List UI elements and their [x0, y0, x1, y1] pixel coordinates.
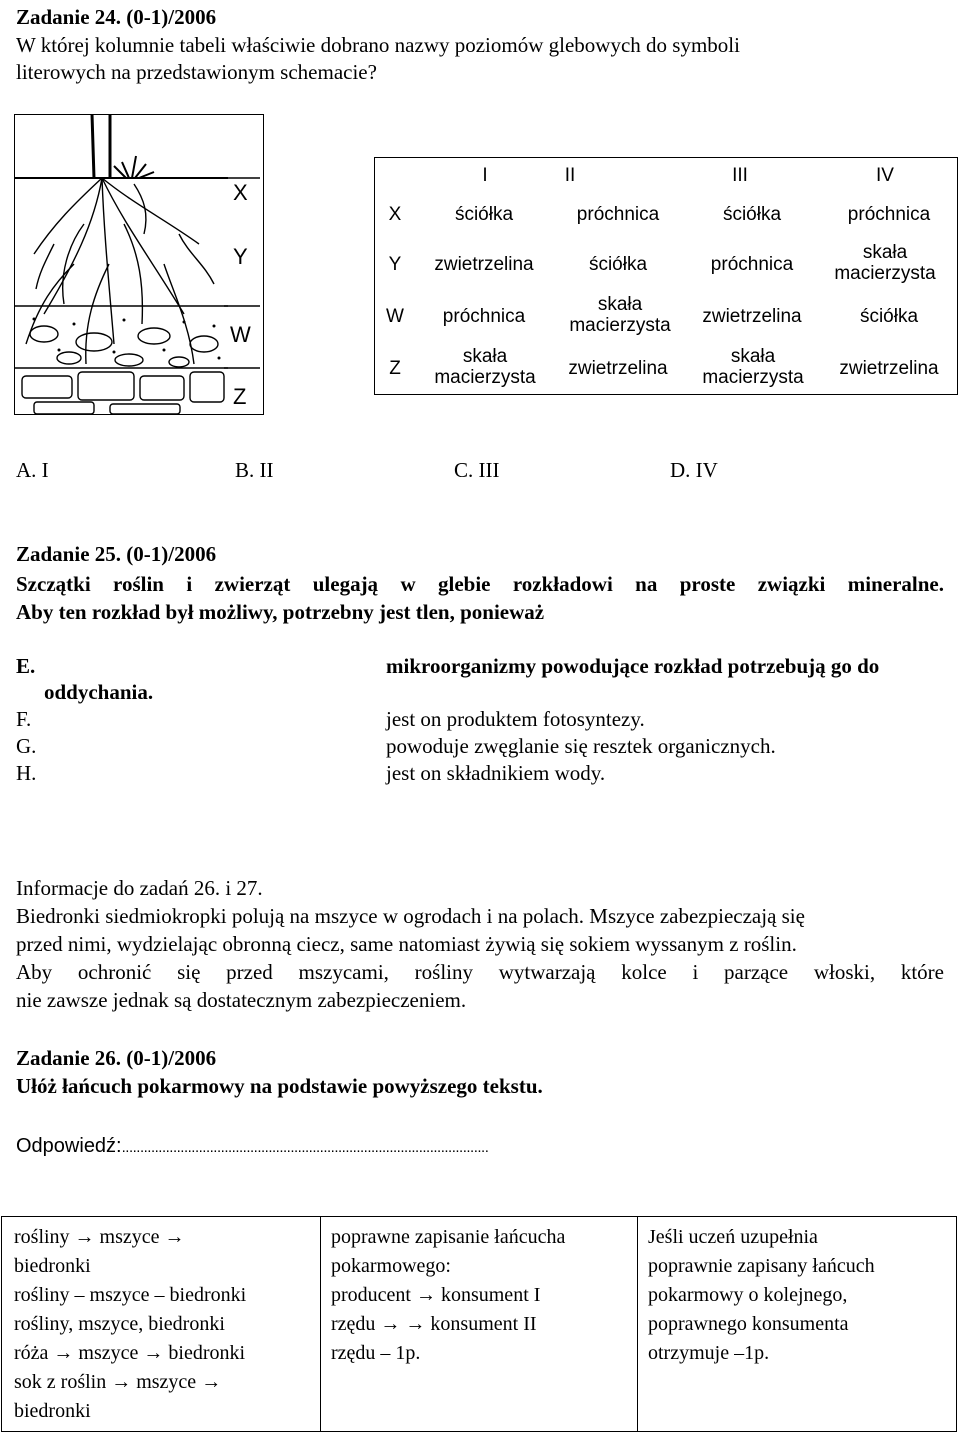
scoring-bonus-line: Jeśli uczeń uzupełnia — [648, 1226, 818, 1248]
option-e-continuation: oddychania. — [44, 680, 154, 704]
task24-title: Zadanie 24. (0-1)/2006 — [16, 5, 217, 29]
scoring-answer-line: rośliny → mszyce → — [14, 1226, 185, 1248]
info-line: nie zawsze jednak są dostatecznym zabezpieczeniem. — [16, 988, 467, 1012]
option-h-text: jest on składnikiem wody. — [386, 761, 606, 785]
answer-d: D. IV — [670, 458, 718, 482]
scoring-answer-line: sok z roślin → mszyce → — [14, 1371, 222, 1393]
table-row-symbol: W — [386, 306, 404, 327]
task25-question-line1: Szczątki roślin i zwierząt ulegają w glebie rozkładowi na proste związki mineralne. — [16, 572, 944, 596]
table-cell: zwietrzelina — [839, 358, 939, 379]
table-column-header: I — [482, 165, 488, 186]
scoring-bonus-line: poprawnie zapisany łańcuch — [648, 1255, 875, 1277]
table-cell: próchnica — [576, 204, 660, 225]
table-row-symbol: Y — [388, 254, 402, 275]
soil-horizons-table — [374, 157, 958, 395]
figure-label-x: X — [233, 180, 248, 205]
table-cell: próchnica — [442, 306, 526, 327]
info-line: Aby ochronić się przed mszycami, rośliny wytwarzają kolce i parzące włoski, które — [16, 960, 944, 984]
scoring-criteria-line: rzędu – 1p. — [331, 1342, 421, 1364]
scoring-criteria-line: pokarmowego: — [331, 1255, 451, 1277]
option-f-letter: F. — [16, 707, 32, 731]
option-h-letter: H. — [16, 761, 37, 785]
scoring-answer-line: biedronki — [14, 1255, 91, 1277]
table-cell: skała macierzysta — [569, 294, 671, 336]
task26-question: Ułóż łańcuch pokarmowy na podstawie powyższego tekstu. — [16, 1074, 543, 1098]
answer-c: C. III — [454, 458, 500, 482]
scoring-bonus-line: pokarmowy o kolejnego, — [648, 1284, 848, 1306]
answer-dots: .................................................................................................... — [121, 1139, 489, 1156]
figure-label-w: W — [230, 322, 251, 347]
table-cell: zwietrzelina — [568, 358, 668, 379]
table-column-header: IV — [876, 165, 894, 186]
task24-question-line1: W której kolumnie tabeli właściwie dobrano nazwy poziomów glebowych do symboli — [16, 33, 740, 57]
figure-label-y: Y — [233, 244, 248, 269]
table-cell: zwietrzelina — [702, 306, 802, 327]
info-title: Informacje do zadań 26. i 27. — [16, 876, 263, 900]
scoring-criteria-line: poprawne zapisanie łańcucha — [331, 1226, 566, 1248]
task24-question-line2: literowych na przedstawionym schemacie? — [16, 60, 377, 84]
table-cell: ściółka — [588, 254, 648, 275]
table-cell: ściółka — [722, 204, 782, 225]
option-g-text: powoduje zwęglanie się resztek organicznych. — [386, 734, 776, 758]
table-cell: próchnica — [847, 204, 931, 225]
scoring-bonus-line: otrzymuje –1p. — [648, 1342, 770, 1364]
option-f-text: jest on produktem fotosyntezy. — [386, 707, 645, 731]
table-cell: skała macierzysta — [834, 242, 936, 284]
scoring-answer-line: róża → mszyce → biedronki — [14, 1342, 246, 1364]
answer-label: Odpowiedź:.................................................................................................... — [16, 1135, 489, 1157]
task25-question-line2: Aby ten rozkład był możliwy, potrzebny jest tlen, ponieważ — [16, 600, 545, 624]
scoring-cell-bonus — [637, 1216, 957, 1432]
table-column-header: III — [732, 165, 748, 186]
table-cell: skała macierzysta — [702, 346, 804, 388]
scoring-criteria-line: rzędu → → konsument II — [331, 1313, 537, 1335]
option-e-letter: E. — [16, 654, 36, 678]
option-g-letter: G. — [16, 734, 37, 758]
scoring-answer-line: rośliny, mszyce, biedronki — [14, 1313, 225, 1335]
option-e-text: mikroorganizmy powodujące rozkład potrzebują go do — [386, 654, 880, 678]
table-cell: ściółka — [859, 306, 919, 327]
scoring-cell-answers — [1, 1216, 321, 1432]
task25-title: Zadanie 25. (0-1)/2006 — [16, 542, 217, 566]
table-row-symbol: X — [388, 204, 402, 225]
info-line: Biedronki siedmiokropki polują na mszyce w ogrodach i na polach. Mszyce zabezpieczają się — [16, 904, 805, 928]
table-cell: skała macierzysta — [434, 346, 536, 388]
table-row-symbol: Z — [389, 358, 401, 379]
soil-profile-figure — [14, 114, 264, 416]
scoring-answer-line: biedronki — [14, 1400, 91, 1422]
table-cell: zwietrzelina — [434, 254, 534, 275]
answer-a: A. I — [16, 458, 49, 482]
table-column-header: II — [564, 165, 576, 186]
info-line: przed nimi, wydzielając obronną ciecz, same natomiast żywią się sokiem wyssanym z roślin. — [16, 932, 797, 956]
scoring-criteria-line: producent → konsument I — [331, 1284, 541, 1306]
answer-b: B. II — [235, 458, 274, 482]
task26-title: Zadanie 26. (0-1)/2006 — [16, 1046, 217, 1070]
scoring-bonus-line: poprawnego konsumenta — [648, 1313, 849, 1335]
figure-label-z: Z — [233, 384, 247, 409]
scoring-answer-line: rośliny – mszyce – biedronki — [14, 1284, 247, 1306]
table-cell: ściółka — [454, 204, 514, 225]
scoring-cell-criteria — [320, 1216, 638, 1432]
table-cell: próchnica — [710, 254, 794, 275]
